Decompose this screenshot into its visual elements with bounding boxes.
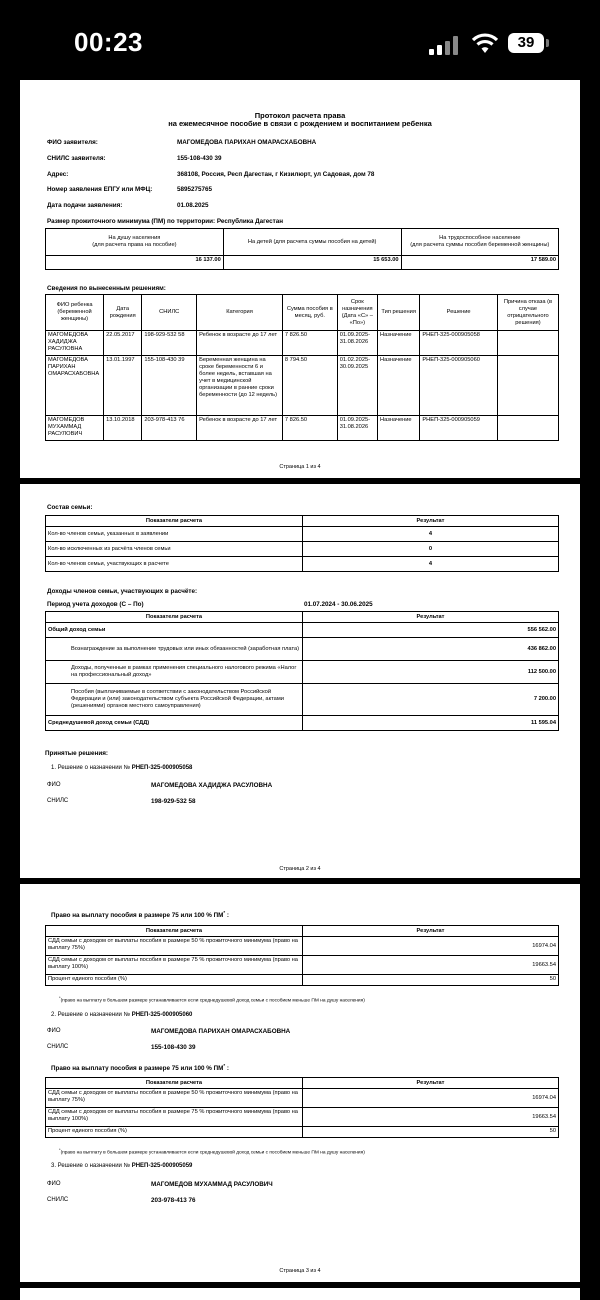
document-page-4[interactable]: [20, 1288, 580, 1300]
pm-header-children: На детей (для расчета суммы пособия на детей): [223, 229, 401, 256]
income-row-value: 436 862.00: [303, 638, 559, 661]
dec-cell: 198-929-532 58: [142, 331, 197, 356]
period-value: 01.07.2024 - 30.06.2025: [304, 601, 373, 608]
right-table-cell-value: 16974.04: [303, 1089, 559, 1108]
right-table-header-indicator: Показатели расчета: [46, 1078, 303, 1089]
field-value-date: 01.08.2025: [177, 202, 209, 209]
right-heading-2-sup: *: [223, 1063, 226, 1068]
right-heading-1-colon: :: [225, 912, 229, 920]
dec-cell: 01.09.2025-31.08.2026: [337, 416, 377, 441]
right-table-cell-label: Процент единого пособия (%): [46, 975, 303, 986]
table-row: [46, 716, 559, 731]
right-table-cell-value: 19663.54: [303, 1108, 559, 1127]
family-cell-value: 4: [303, 557, 559, 572]
document-page-3[interactable]: [20, 884, 580, 1282]
table-row: [46, 557, 559, 572]
table-row: [46, 661, 559, 684]
footnote-1-text: (право на выплату в большем размере устанавливается если среднедушевой доход семьи с пособием меньше ПМ на душу населения): [60, 998, 365, 1004]
right-heading-1-text: Право на выплату пособия в размере 75 или 100 % ПМ: [51, 912, 224, 920]
dec-cell: Назначение: [378, 356, 420, 416]
fio-value: МАГОМЕДОВА ХАДИДЖА РАСУЛОВНА: [151, 782, 273, 789]
right-table-cell-value: 50: [303, 975, 559, 986]
pm-header-per-capita: На душу населения (для расчета права на пособие): [46, 229, 224, 256]
income-row-value: 112 500.00: [303, 661, 559, 684]
snils-label: СНИЛС: [47, 1197, 69, 1203]
table-row: [46, 1108, 559, 1127]
right-table-cell-value: 16974.04: [303, 937, 559, 956]
snils-value: 203-978-413 76: [151, 1197, 196, 1204]
footnote-2-text: (право на выплату в большем размере устанавливается если среднедушевой доход семьи с пособием меньше ПМ на душу населения): [60, 1150, 365, 1156]
income-table: [45, 611, 559, 731]
dec-cell: 13.10.2018: [104, 416, 142, 441]
income-header-indicator: Показатели расчета: [46, 612, 303, 623]
dec-cell: РНЕП-325-000905060: [420, 356, 498, 416]
dec-header-reason: Причина отказа (в случае отрицательного решения): [497, 295, 558, 331]
table-row: [46, 1127, 559, 1138]
family-table: [45, 515, 559, 572]
dec-cell: МАГОМЕДОВА ХАДИДЖА РАСУЛОВНА: [46, 331, 104, 356]
right-table-2: [45, 1077, 559, 1138]
field-value-snils: 155-108-430 39: [177, 155, 222, 162]
decisions-heading: Сведения по вынесенным решениям:: [47, 285, 166, 292]
field-value-request-number: 5895275765: [177, 186, 213, 193]
snils-value: 155-108-430 39: [151, 1044, 196, 1051]
pm-value-per-capita: 16 137.00: [46, 256, 224, 270]
dec-header-amount: Сумма пособия в месяц, руб.: [282, 295, 337, 331]
decision-3-line: [51, 1163, 192, 1169]
page-number: Страница 2 из 4: [279, 866, 321, 872]
dec-header-fio: ФИО ребенка (беременной женщины): [46, 295, 104, 331]
right-table-cell-label: Процент единого пособия (%): [46, 1127, 303, 1138]
dec-header-snils: СНИЛС: [142, 295, 197, 331]
decision-1-prefix: 1. Решение о назначении №: [51, 765, 131, 771]
field-label-request-number: Номер заявления ЕПГУ или МФЦ:: [47, 186, 153, 193]
status-bar: [0, 0, 600, 80]
dec-header-birth: Дата рождения: [104, 295, 142, 331]
income-row-label: Вознаграждение за выполнение трудовых или иных обязанностей (заработная плата): [46, 638, 303, 661]
cellular-signal-icon: [429, 35, 463, 55]
dec-cell: МАГОМЕДОВА ПАРИХАН ОМАРАСХАБОВНА: [46, 356, 104, 416]
right-heading-2-colon: :: [225, 1065, 229, 1073]
income-header-result: Результат: [303, 612, 559, 623]
family-cell-value: 0: [303, 542, 559, 557]
page-number: Страница 3 из 4: [279, 1268, 321, 1274]
decision-2-line: [51, 1012, 192, 1018]
battery-tip: [546, 39, 549, 47]
decision-1-line: [51, 765, 192, 771]
dec-cell: 7 826.50: [282, 331, 337, 356]
right-heading-2: [51, 1063, 229, 1072]
right-table-cell-value: 50: [303, 1127, 559, 1138]
pm-table: [45, 228, 559, 270]
right-table-cell-label: СДД семьи с доходом от выплаты пособия в размере 50 % прожиточного минимума (право на выплату 75%): [46, 937, 303, 956]
dec-cell: 155-108-430 39: [142, 356, 197, 416]
dec-cell: 22.05.2017: [104, 331, 142, 356]
wifi-icon: [472, 32, 498, 54]
fio-value: МАГОМЕДОВА ПАРИХАН ОМАРАСХАБОВНА: [151, 1028, 291, 1035]
dec-cell: Ребенок в возрасте до 17 лет: [197, 331, 283, 356]
income-row-value: 7 200.00: [303, 684, 559, 716]
income-row-label: Доходы, полученные в рамках применения специального налогового режима «Налог на профессиональный доход»: [46, 661, 303, 684]
snils-value: 198-929-532 58: [151, 798, 196, 805]
field-value-fio: МАГОМЕДОВА ПАРИХАН ОМАРАСХАБОВНА: [177, 139, 317, 146]
income-total-value: 556 562.00: [303, 623, 559, 638]
dec-cell: [497, 356, 558, 416]
fio-label: ФИО: [47, 1181, 61, 1187]
fio-value: МАГОМЕДОВ МУХАММАД РАСУЛОВИЧ: [151, 1181, 273, 1188]
table-row: [46, 638, 559, 661]
family-cell-value: 4: [303, 527, 559, 542]
table-row: [46, 956, 559, 975]
protocol-title: Протокол расчета права: [254, 111, 346, 120]
footnote-2: *(право на выплату в большем размере устанавливается если среднедушевой доход семьи с пособием меньше ПМ на душу населения): [59, 1147, 365, 1156]
snils-label: СНИЛС: [47, 798, 69, 804]
decision-3-number: РНЕП-325-000905059: [131, 1163, 193, 1169]
page-number: Страница 1 из 4: [279, 464, 321, 470]
right-table-header-result: Результат: [303, 1078, 559, 1089]
document-page-1[interactable]: [20, 80, 580, 478]
field-label-snils: СНИЛС заявителя:: [47, 155, 106, 162]
dec-header-type: Тип решения: [378, 295, 420, 331]
table-row: [46, 331, 559, 356]
right-table-header-result: Результат: [303, 926, 559, 937]
dec-cell: Беременная женщина на сроке беременности 6 и более недель, вставшая на учет в медицинской организации в ранние сроки беременности (до 12 недель): [197, 356, 283, 416]
income-total-label: Общий доход семьи: [46, 623, 303, 638]
fio-label: ФИО: [47, 1028, 61, 1034]
footnote-1: *(право на выплату в большем размере устанавливается если среднедушевой доход семьи с пособием меньше ПМ на душу населения): [59, 995, 365, 1004]
pm-value-children: 15 653.00: [223, 256, 401, 270]
right-table-header-indicator: Показатели расчета: [46, 926, 303, 937]
family-cell-label: Кол-во исключенных из расчёта членов семьи: [46, 542, 303, 557]
pm-value-working: 17 589.00: [401, 256, 558, 270]
table-row: [46, 542, 559, 557]
family-cell-label: Кол-во членов семьи, участвующих в расчете: [46, 557, 303, 572]
avg-income-label: Среднедушевой доход семьи (СДД): [46, 716, 303, 731]
period-label: Период учета доходов (С – По): [47, 601, 144, 608]
dec-cell: МАГОМЕДОВ МУХАММАД РАСУЛОВИЧ: [46, 416, 104, 441]
field-value-address: 368108, Россия, Респ Дагестан, г Кизилюрт, ул Садовая, дом 78: [177, 171, 375, 178]
right-table-cell-label: СДД семьи с доходом от выплаты пособия в размере 75 % прожиточного минимума (право на выплату 100%): [46, 956, 303, 975]
dec-cell: 01.02.2025-30.09.2025: [337, 356, 377, 416]
pm-header-working: На трудоспособное население (для расчета суммы пособия беременной женщины): [401, 229, 558, 256]
field-label-address: Адрес:: [47, 171, 69, 178]
accepted-decisions-heading: Принятые решения:: [45, 750, 108, 757]
table-row: [46, 975, 559, 986]
decision-1-number: РНЕП-325-000905058: [131, 765, 193, 771]
dec-header-decision: Решение: [420, 295, 498, 331]
right-table-1: [45, 925, 559, 986]
family-header-result: Результат: [303, 516, 559, 527]
right-table-cell-label: СДД семьи с доходом от выплаты пособия в размере 75 % прожиточного минимума (право на выплату 100%): [46, 1108, 303, 1127]
dec-cell: Ребенок в возрасте до 17 лет: [197, 416, 283, 441]
family-header-indicator: Показатели расчета: [46, 516, 303, 527]
right-heading-2-text: Право на выплату пособия в размере 75 или 100 % ПМ: [51, 1065, 224, 1073]
dec-cell: [497, 416, 558, 441]
table-row: [46, 356, 559, 416]
table-row: [46, 416, 559, 441]
dec-cell: РНЕП-325-000905059: [420, 416, 498, 441]
field-label-date: Дата подачи заявления:: [47, 202, 123, 209]
dec-cell: [497, 331, 558, 356]
family-cell-label: Кол-во членов семьи, указанных в заявлении: [46, 527, 303, 542]
dec-cell: 203-978-413 76: [142, 416, 197, 441]
decision-2-number: РНЕП-325-000905060: [131, 1012, 193, 1018]
dec-cell: 01.09.2025-31.08.2026: [337, 331, 377, 356]
right-table-cell-value: 19663.54: [303, 956, 559, 975]
decision-3-prefix: 3. Решение о назначении №: [51, 1163, 131, 1169]
dec-cell: 13.01.1997: [104, 356, 142, 416]
income-row-label: Пособия (выплачиваемые в соответствии с законодательством Российской Федерации и (или) законодательством субъекта Российской Федерации, актами (решениями) органов местного самоуправления): [46, 684, 303, 716]
field-label-fio: ФИО заявителя:: [47, 139, 98, 146]
battery-level: 39: [517, 34, 535, 51]
dec-cell: 7 826.50: [282, 416, 337, 441]
dec-cell: 8 794.50: [282, 356, 337, 416]
income-heading: Доходы членов семьи, участвующих в расчёте:: [47, 588, 198, 595]
pm-heading: Размер прожиточного минимума (ПМ) по территории: Республика Дагестан: [47, 218, 284, 225]
status-time: 00:23: [74, 27, 143, 57]
snils-label: СНИЛС: [47, 1044, 69, 1050]
right-heading-1-sup: *: [223, 910, 226, 915]
dec-header-term: Срок назначения (Дата «С» – «По»): [337, 295, 377, 331]
table-row: [46, 527, 559, 542]
table-row: [46, 684, 559, 716]
decisions-table: [45, 294, 559, 441]
table-row: [46, 937, 559, 956]
table-row: [46, 1089, 559, 1108]
table-row: [46, 623, 559, 638]
dec-cell: Назначение: [378, 331, 420, 356]
battery-icon: [508, 33, 544, 53]
dec-header-category: Категория: [197, 295, 283, 331]
avg-income-value: 11 595.04: [303, 716, 559, 731]
fio-label: ФИО: [47, 782, 61, 788]
dec-cell: Назначение: [378, 416, 420, 441]
decision-2-prefix: 2. Решение о назначении №: [51, 1012, 131, 1018]
protocol-subtitle: на ежемесячное пособие в связи с рождением и воспитанием ребенка: [168, 119, 432, 128]
dec-cell: РНЕП-325-000905058: [420, 331, 498, 356]
family-heading: Состав семьи:: [47, 504, 93, 511]
document-page-2[interactable]: [20, 484, 580, 878]
right-heading-1: [51, 910, 229, 919]
right-table-cell-label: СДД семьи с доходом от выплаты пособия в размере 50 % прожиточного минимума (право на выплату 75%): [46, 1089, 303, 1108]
